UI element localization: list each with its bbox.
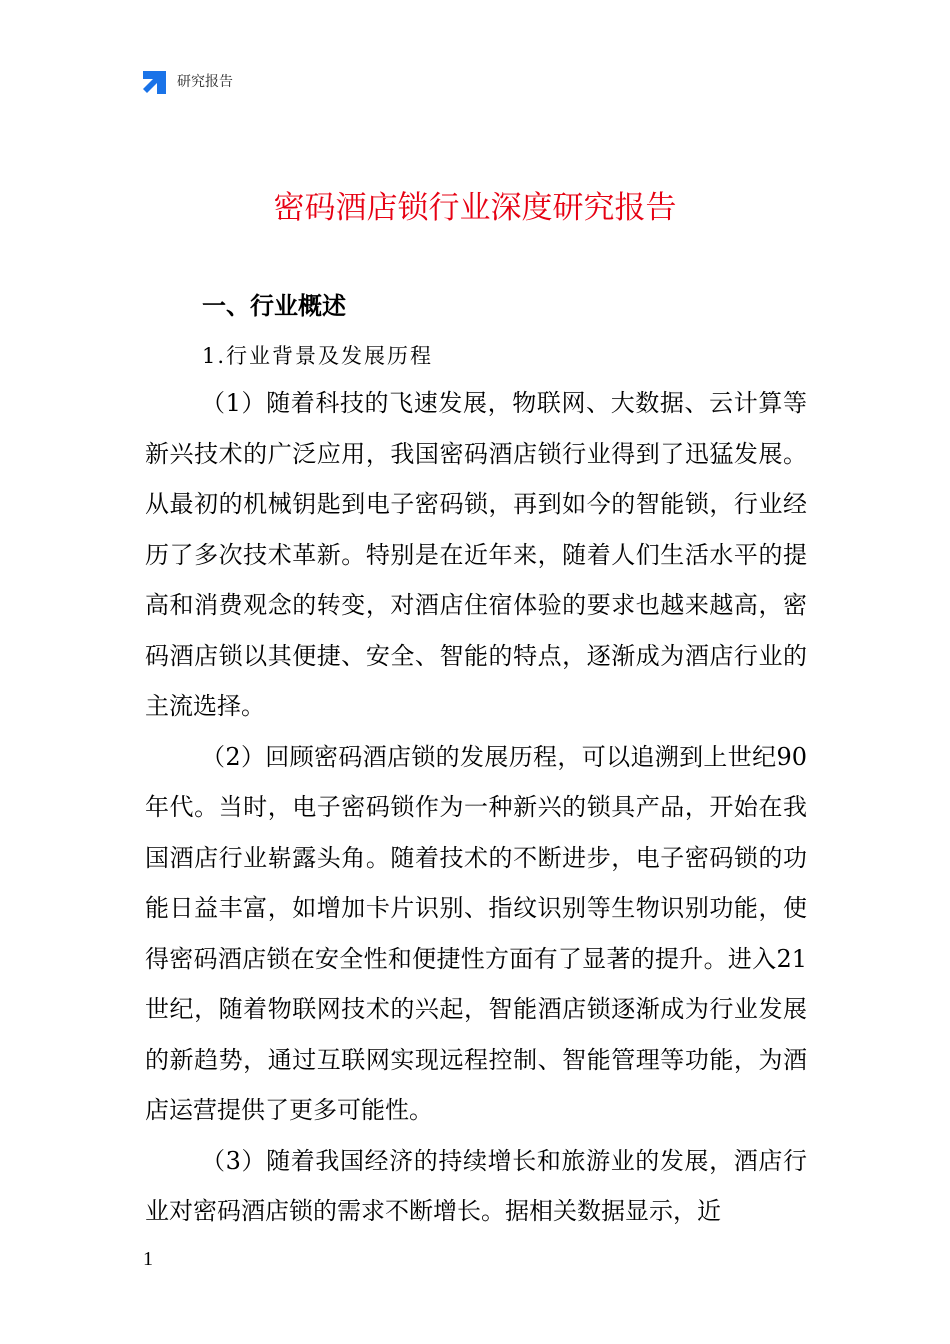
header-label: 研究报告 [177,74,233,90]
document-title: 密码酒店锁行业深度研究报告 [273,190,677,226]
paragraph-2: （2）回顾密码酒店锁的发展历程，可以追溯到上世纪90年代。当时，电子密码锁作为一种新兴的锁具产品，开始在我国酒店行业崭露头角。随着技术的不断进步，电子密码锁的功能日益丰富，如增加卡片识别、指纹识别等生物识别功能，使得密码酒店锁在安全性和便捷性方面有了显著的提升。进入21世纪，随着物联网技术的兴起，智能酒店锁逐渐成为行业发展的新趋势，通过互联网实现远程控制、智能管理等功能，为酒店运营提供了更多可能性。 [145,742,807,1124]
section-subheading: 1.行业背景及发展历程 [202,344,434,368]
page-number: 1 [143,1248,153,1270]
body-text [145,378,807,1237]
arrow-logo-icon [143,68,169,94]
paragraph-3: （3）随着我国经济的持续增长和旅游业的发展，酒店行业对密码酒店锁的需求不断增长。据相关数据显示，近 [145,1146,807,1225]
paragraph-1: （1）随着科技的飞速发展，物联网、大数据、云计算等新兴技术的广泛应用，我国密码酒店锁行业得到了迅猛发展。从最初的机械钥匙到电子密码锁，再到如今的智能锁，行业经历了多次技术革新。特别是在近年来，随着人们生活水平的提高和消费观念的转变，对酒店住宿体验的要求也越来越高，密码酒店锁以其便捷、安全、智能的特点，逐渐成为酒店行业的主流选择。 [145,389,807,720]
report-header [143,68,233,94]
section-heading: 一、行业概述 [202,292,346,320]
